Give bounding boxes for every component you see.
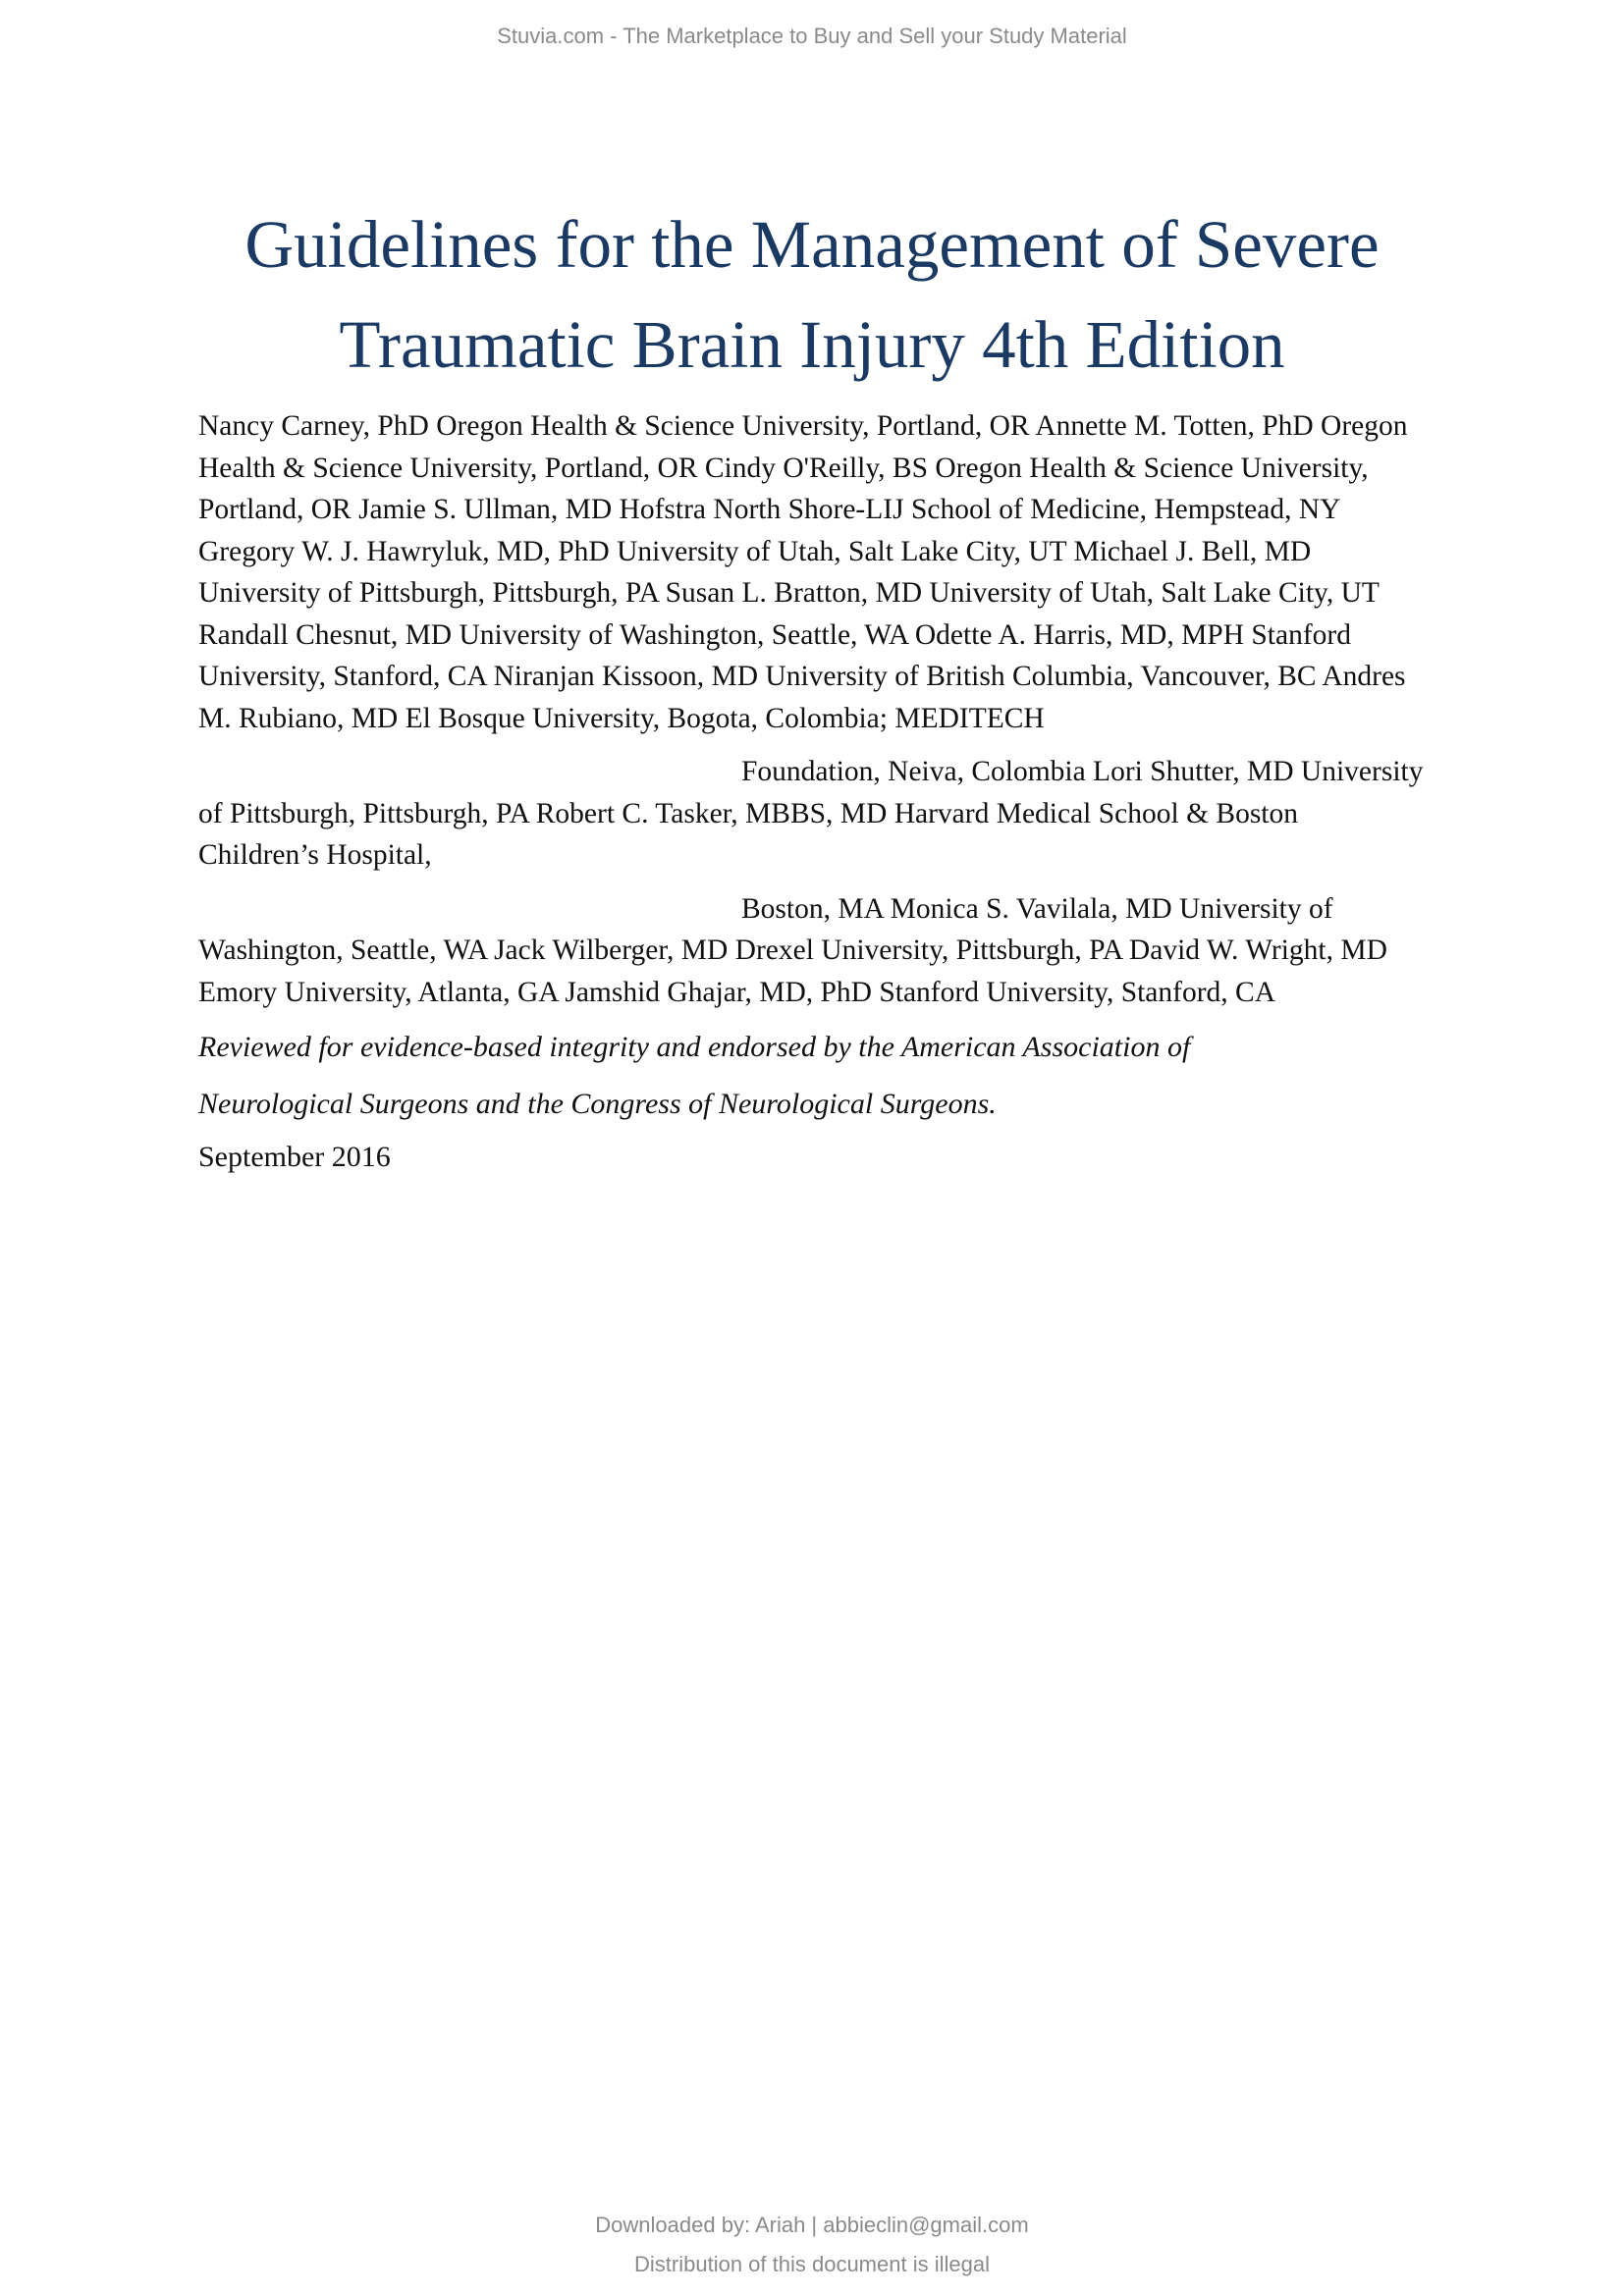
authors-line: Portland, OR Jamie S. Ullman, MD Hofstra North Shore-LIJ School of Medicine, Hempstead, NY (198, 494, 1341, 525)
authors-line: University, Stanford, CA Niranjan Kissoon, MD University of British Columbia, Vancouver, BC Andres (198, 661, 1406, 692)
endorsement-line-1: Reviewed for evidence-based integrity and endorsed by the American Association of (198, 1031, 1191, 1063)
authors-line: Washington, Seattle, WA Jack Wilberger, MD Drexel University, Pittsburgh, PA David W. Wright, MD (198, 934, 1387, 966)
authors-line: Gregory W. J. Hawryluk, MD, PhD University of Utah, Salt Lake City, UT Michael J. Bell, MD (198, 535, 1312, 567)
site-header-note: Stuvia.com - The Marketplace to Buy and Sell your Study Material (497, 24, 1127, 48)
authors-line: Emory University, Atlanta, GA Jamshid Ghajar, MD, PhD Stanford University, Stanford, CA (198, 976, 1276, 1008)
authors-line: Nancy Carney, PhD Oregon Health & Science University, Portland, OR Annette M. Totten, PhD Oregon (198, 410, 1408, 442)
authors-line: Health & Science University, Portland, OR Cindy O'Reilly, BS Oregon Health & Science University, (198, 452, 1369, 484)
authors-line: Foundation, Neiva, Colombia Lori Shutter, MD University (741, 756, 1424, 787)
download-info: Downloaded by: Ariah | abbieclin@gmail.com (595, 2213, 1029, 2237)
document-body (198, 405, 1475, 1180)
distribution-notice: Distribution of this document is illegal (634, 2252, 990, 2276)
authors-line: M. Rubiano, MD El Bosque University, Bogota, Colombia; MEDITECH (198, 702, 1045, 734)
document-title (0, 194, 1624, 395)
authors-line: University of Pittsburgh, Pittsburgh, PA Susan L. Bratton, MD University of Utah, Salt Lake City, UT (198, 577, 1380, 609)
publication-date: September 2016 (198, 1141, 391, 1173)
authors-line: Boston, MA Monica S. Vavilala, MD University of (741, 892, 1333, 925)
authors-line: Children’s Hospital, (198, 839, 432, 871)
title-line-2: Traumatic Brain Injury 4th Edition (339, 307, 1285, 382)
authors-line: of Pittsburgh, Pittsburgh, PA Robert C. Tasker, MBBS, MD Harvard Medical School & Boston (198, 797, 1298, 829)
authors-line: Randall Chesnut, MD University of Washington, Seattle, WA Odette A. Harris, MD, MPH Stanford (198, 618, 1351, 651)
endorsement-line-2: Neurological Surgeons and the Congress of Neurological Surgeons. (198, 1088, 997, 1120)
title-line-1: Guidelines for the Management of Severe (244, 207, 1380, 282)
authors-block (198, 405, 1475, 1013)
